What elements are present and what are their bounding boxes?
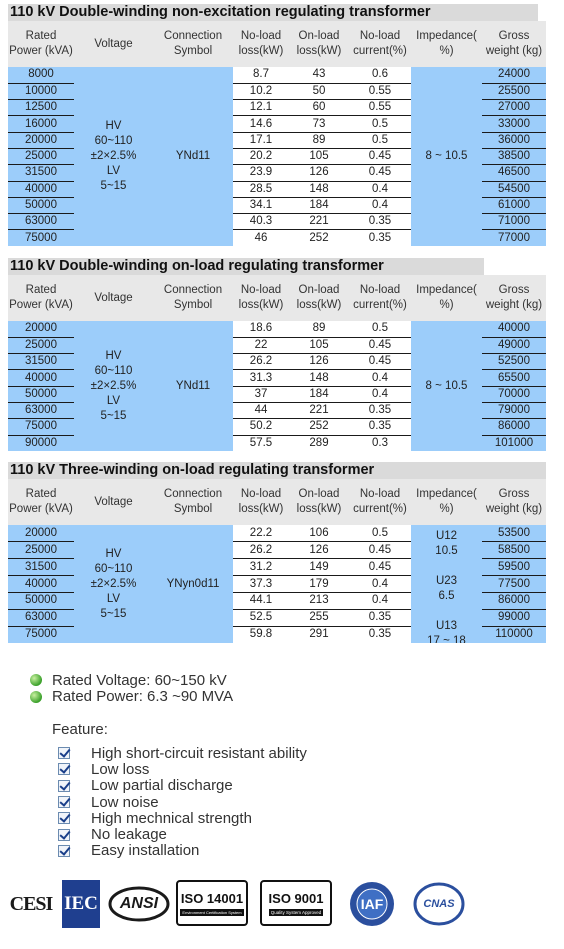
no-load-loss-cell: 57.5 [233, 435, 289, 451]
no-load-current-cell: 0.5 [349, 321, 411, 337]
spec-table [8, 21, 546, 246]
on-load-loss-cell: 148 [289, 370, 349, 386]
no-load-loss-cell: 52.5 [233, 609, 289, 626]
ansi-logo: ANSI [108, 880, 170, 928]
rated-power-cell: 31500 [8, 559, 74, 576]
section-non-excitation [8, 4, 546, 246]
rated-power-cell: 10000 [8, 83, 74, 99]
gross-weight-cell: 101000 [482, 435, 546, 451]
header-voltage: Voltage [74, 21, 153, 67]
voltage-cell [74, 67, 153, 246]
no-load-loss-cell: 8.7 [233, 67, 289, 83]
header-rated-power: Rated Power (kVA) [8, 275, 74, 321]
gross-weight-cell: 77500 [482, 576, 546, 593]
gross-weight-cell: 40000 [482, 321, 546, 337]
no-load-current-cell: 0.4 [349, 197, 411, 213]
rated-power-cell: 75000 [8, 419, 74, 435]
on-load-loss-cell: 148 [289, 181, 349, 197]
rated-power-cell: 31500 [8, 354, 74, 370]
no-load-loss-cell: 22 [233, 337, 289, 353]
rated-power-cell: 16000 [8, 116, 74, 132]
no-load-current-cell: 0.45 [349, 559, 411, 576]
on-load-loss-cell: 179 [289, 576, 349, 593]
voltage-line: 60~110 [94, 135, 133, 148]
rated-voltage: Rated Voltage: 60~150 kV [52, 671, 227, 689]
gross-weight-cell: 36000 [482, 132, 546, 148]
voltage-line: LV [106, 394, 121, 407]
on-load-loss-cell: 126 [289, 354, 349, 370]
rated-power-cell: 12500 [8, 100, 74, 116]
no-load-current-cell: 0.3 [349, 435, 411, 451]
voltage-line: 5~15 [100, 607, 127, 620]
no-load-loss-cell: 26.2 [233, 542, 289, 559]
no-load-current-cell: 0.6 [349, 67, 411, 83]
no-load-current-cell: 0.35 [349, 230, 411, 246]
gross-weight-cell: 61000 [482, 197, 546, 213]
impedance-line: 10.5 [435, 545, 458, 557]
spec-table [8, 275, 546, 451]
rated-power: Rated Power: 6.3 ~90 MVA [52, 688, 234, 706]
no-load-current-cell: 0.35 [349, 626, 411, 643]
header-connection-symbol: Connection Symbol [153, 21, 233, 67]
voltage-line: HV [105, 120, 122, 133]
no-load-loss-cell: 28.5 [233, 181, 289, 197]
impedance-line: 6.5 [438, 590, 455, 602]
header-no-load-loss: No-load loss(kW) [233, 275, 289, 321]
gross-weight-cell: 70000 [482, 386, 546, 402]
on-load-loss-cell: 149 [289, 559, 349, 576]
gross-weight-cell: 38500 [482, 148, 546, 164]
rated-power-cell: 40000 [8, 370, 74, 386]
list-item [58, 843, 307, 859]
iaf-logo: IAF [344, 880, 400, 928]
header-connection-symbol: Connection Symbol [153, 479, 233, 525]
feature-list [58, 745, 307, 859]
no-load-current-cell: 0.5 [349, 116, 411, 132]
header-impedance: Impedance( %) [411, 21, 482, 67]
gross-weight-cell: 86000 [482, 592, 546, 609]
on-load-loss-cell: 50 [289, 83, 349, 99]
table-header [8, 479, 546, 525]
gross-weight-cell: 49000 [482, 337, 546, 353]
no-load-loss-cell: 46 [233, 230, 289, 246]
no-load-loss-cell: 50.2 [233, 419, 289, 435]
no-load-current-cell: 0.45 [349, 542, 411, 559]
gross-weight-cell: 77000 [482, 230, 546, 246]
on-load-loss-cell: 252 [289, 419, 349, 435]
voltage-line: ±2×2.5% [90, 577, 137, 590]
gross-weight-cell: 79000 [482, 402, 546, 418]
header-no-load-current: No-load current(%) [349, 479, 411, 525]
on-load-loss-cell: 105 [289, 148, 349, 164]
feature-label: High mechnical strength [91, 809, 252, 827]
no-load-loss-cell: 17.1 [233, 132, 289, 148]
ratings-list [30, 672, 233, 705]
header-impedance: Impedance( %) [411, 275, 482, 321]
list-item [58, 778, 307, 794]
rated-power-cell: 40000 [8, 181, 74, 197]
connection-symbol-cell: YNd11 [153, 67, 233, 246]
list-item [58, 826, 307, 842]
no-load-current-cell: 0.5 [349, 525, 411, 542]
no-load-current-cell: 0.35 [349, 214, 411, 230]
gross-weight-cell: 27000 [482, 100, 546, 116]
no-load-loss-cell: 23.9 [233, 165, 289, 181]
no-load-current-cell: 0.4 [349, 181, 411, 197]
rated-power-cell: 63000 [8, 402, 74, 418]
no-load-current-cell: 0.4 [349, 370, 411, 386]
section-title: 110 kV Double-winding non-excitation regulating transformer [8, 4, 538, 21]
rated-power-cell: 31500 [8, 165, 74, 181]
impedance-line: 17 ~ 18 [427, 635, 466, 644]
checkbox-icon [58, 780, 70, 792]
no-load-loss-cell: 44.1 [233, 592, 289, 609]
list-item [58, 761, 307, 777]
cnas-logo: CNAS [410, 880, 468, 928]
voltage-line: 60~110 [94, 562, 133, 575]
on-load-loss-cell: 89 [289, 321, 349, 337]
gross-weight-cell: 33000 [482, 116, 546, 132]
no-load-current-cell: 0.45 [349, 165, 411, 181]
on-load-loss-cell: 43 [289, 67, 349, 83]
gross-weight-cell: 52500 [482, 354, 546, 370]
header-voltage: Voltage [74, 479, 153, 525]
on-load-loss-cell: 221 [289, 402, 349, 418]
voltage-line: ±2×2.5% [90, 379, 137, 392]
list-item [58, 810, 307, 826]
checkbox-icon [58, 845, 70, 857]
no-load-loss-cell: 31.2 [233, 559, 289, 576]
section-three-winding [8, 462, 546, 643]
no-load-loss-cell: 34.1 [233, 197, 289, 213]
spec-table [8, 479, 546, 643]
header-no-load-current: No-load current(%) [349, 275, 411, 321]
no-load-current-cell: 0.55 [349, 83, 411, 99]
certification-logos [4, 880, 560, 928]
feature-label: Low partial discharge [91, 777, 233, 795]
table-row [8, 321, 546, 337]
feature-label: Low noise [91, 793, 159, 811]
header-on-load-loss: On-load loss(kW) [289, 275, 349, 321]
no-load-loss-cell: 14.6 [233, 116, 289, 132]
rated-power-cell: 20000 [8, 525, 74, 542]
rated-power-cell: 25000 [8, 542, 74, 559]
voltage-line: ±2×2.5% [90, 150, 137, 163]
no-load-loss-cell: 20.2 [233, 148, 289, 164]
iec-logo: IEC [62, 880, 100, 928]
rated-power-cell: 8000 [8, 67, 74, 83]
no-load-loss-cell: 22.2 [233, 525, 289, 542]
rated-power-cell: 50000 [8, 592, 74, 609]
list-item [30, 689, 233, 706]
header-connection-symbol: Connection Symbol [153, 275, 233, 321]
gross-weight-cell: 24000 [482, 67, 546, 83]
gross-weight-cell: 53500 [482, 525, 546, 542]
table-header [8, 275, 546, 321]
checkbox-icon [58, 812, 70, 824]
rated-power-cell: 20000 [8, 321, 74, 337]
no-load-loss-cell: 26.2 [233, 354, 289, 370]
table-row [8, 525, 546, 542]
on-load-loss-cell: 106 [289, 525, 349, 542]
on-load-loss-cell: 252 [289, 230, 349, 246]
on-load-loss-cell: 126 [289, 165, 349, 181]
on-load-loss-cell: 289 [289, 435, 349, 451]
header-gross-weight: Gross weight (kg) [482, 479, 546, 525]
checkbox-icon [58, 747, 70, 759]
no-load-current-cell: 0.35 [349, 419, 411, 435]
header-no-load-current: No-load current(%) [349, 21, 411, 67]
section-on-load-double [8, 258, 546, 451]
checkbox-icon [58, 796, 70, 808]
header-on-load-loss: On-load loss(kW) [289, 479, 349, 525]
on-load-loss-cell: 105 [289, 337, 349, 353]
voltage-line: HV [105, 547, 122, 560]
feature-label: Low loss [91, 760, 150, 778]
on-load-loss-cell: 60 [289, 100, 349, 116]
iso14001-logo: ISO 14001 Environment Certification System [176, 880, 248, 926]
no-load-current-cell: 0.4 [349, 592, 411, 609]
no-load-current-cell: 0.5 [349, 132, 411, 148]
list-item [58, 745, 307, 761]
cesi-logo: CESI [9, 892, 53, 915]
no-load-loss-cell: 18.6 [233, 321, 289, 337]
gross-weight-cell: 71000 [482, 214, 546, 230]
voltage-line: LV [106, 165, 121, 178]
gross-weight-cell: 86000 [482, 419, 546, 435]
on-load-loss-cell: 89 [289, 132, 349, 148]
gross-weight-cell: 99000 [482, 609, 546, 626]
no-load-loss-cell: 12.1 [233, 100, 289, 116]
no-load-loss-cell: 37 [233, 386, 289, 402]
no-load-loss-cell: 31.3 [233, 370, 289, 386]
rated-power-cell: 40000 [8, 576, 74, 593]
on-load-loss-cell: 255 [289, 609, 349, 626]
rated-power-cell: 63000 [8, 214, 74, 230]
table-row [8, 67, 546, 83]
rated-power-cell: 75000 [8, 626, 74, 643]
iso9001-logo: ISO 9001 Quality System Approved [260, 880, 332, 926]
feature-label: High short-circuit resistant ability [91, 744, 307, 762]
gross-weight-cell: 58500 [482, 542, 546, 559]
rated-power-cell: 50000 [8, 197, 74, 213]
no-load-current-cell: 0.4 [349, 386, 411, 402]
voltage-cell [74, 525, 153, 643]
no-load-loss-cell: 44 [233, 402, 289, 418]
feature-label: No leakage [91, 826, 167, 844]
feature-label: Easy installation [91, 842, 200, 860]
no-load-loss-cell: 37.3 [233, 576, 289, 593]
no-load-current-cell: 0.55 [349, 100, 411, 116]
rated-power-cell: 20000 [8, 132, 74, 148]
on-load-loss-cell: 213 [289, 592, 349, 609]
no-load-loss-cell: 40.3 [233, 214, 289, 230]
gross-weight-cell: 25500 [482, 83, 546, 99]
header-no-load-loss: No-load loss(kW) [233, 21, 289, 67]
checkbox-icon [58, 829, 70, 841]
impedance-line: U23 [435, 575, 458, 587]
header-impedance: Impedance( %) [411, 479, 482, 525]
on-load-loss-cell: 184 [289, 197, 349, 213]
section-title: 110 kV Double-winding on-load regulating transformer [8, 258, 484, 275]
voltage-cell [74, 321, 153, 451]
header-voltage: Voltage [74, 275, 153, 321]
no-load-current-cell: 0.35 [349, 609, 411, 626]
green-bullet-icon [30, 691, 42, 703]
on-load-loss-cell: 221 [289, 214, 349, 230]
voltage-line: 5~15 [100, 180, 127, 193]
list-item [58, 794, 307, 810]
no-load-current-cell: 0.35 [349, 402, 411, 418]
gross-weight-cell: 59500 [482, 559, 546, 576]
feature-heading: Feature: [52, 721, 108, 738]
no-load-current-cell: 0.45 [349, 148, 411, 164]
header-on-load-loss: On-load loss(kW) [289, 21, 349, 67]
rated-power-cell: 25000 [8, 148, 74, 164]
on-load-loss-cell: 291 [289, 626, 349, 643]
rated-power-cell: 63000 [8, 609, 74, 626]
checkbox-icon [58, 763, 70, 775]
impedance-cell: 8 ~ 10.5 [411, 67, 482, 246]
on-load-loss-cell: 73 [289, 116, 349, 132]
impedance-line: U12 [435, 530, 458, 542]
no-load-loss-cell: 59.8 [233, 626, 289, 643]
voltage-line: LV [106, 592, 121, 605]
connection-symbol-cell: YNd11 [153, 321, 233, 451]
rated-power-cell: 25000 [8, 337, 74, 353]
voltage-line: 60~110 [94, 364, 133, 377]
rated-power-cell: 50000 [8, 386, 74, 402]
voltage-line: HV [105, 349, 122, 362]
gross-weight-cell: 54500 [482, 181, 546, 197]
no-load-current-cell: 0.4 [349, 576, 411, 593]
connection-symbol-cell: YNyn0d11 [153, 525, 233, 643]
no-load-current-cell: 0.45 [349, 354, 411, 370]
header-no-load-loss: No-load loss(kW) [233, 479, 289, 525]
on-load-loss-cell: 184 [289, 386, 349, 402]
no-load-loss-cell: 10.2 [233, 83, 289, 99]
header-rated-power: Rated Power (kVA) [8, 21, 74, 67]
gross-weight-cell: 46500 [482, 165, 546, 181]
impedance-line: U13 [435, 620, 458, 632]
header-gross-weight: Gross weight (kg) [482, 275, 546, 321]
rated-power-cell: 90000 [8, 435, 74, 451]
gross-weight-cell: 65500 [482, 370, 546, 386]
no-load-current-cell: 0.45 [349, 337, 411, 353]
impedance-cell [411, 525, 482, 643]
gross-weight-cell: 110000 [482, 626, 546, 643]
voltage-line: 5~15 [100, 409, 127, 422]
impedance-line [411, 559, 482, 574]
impedance-line [411, 604, 482, 619]
table-header [8, 21, 546, 67]
list-item [30, 672, 233, 689]
green-bullet-icon [30, 674, 42, 686]
impedance-cell: 8 ~ 10.5 [411, 321, 482, 451]
header-gross-weight: Gross weight (kg) [482, 21, 546, 67]
section-title: 110 kV Three-winding on-load regulating transformer [8, 462, 546, 479]
rated-power-cell: 75000 [8, 230, 74, 246]
header-rated-power: Rated Power (kVA) [8, 479, 74, 525]
on-load-loss-cell: 126 [289, 542, 349, 559]
